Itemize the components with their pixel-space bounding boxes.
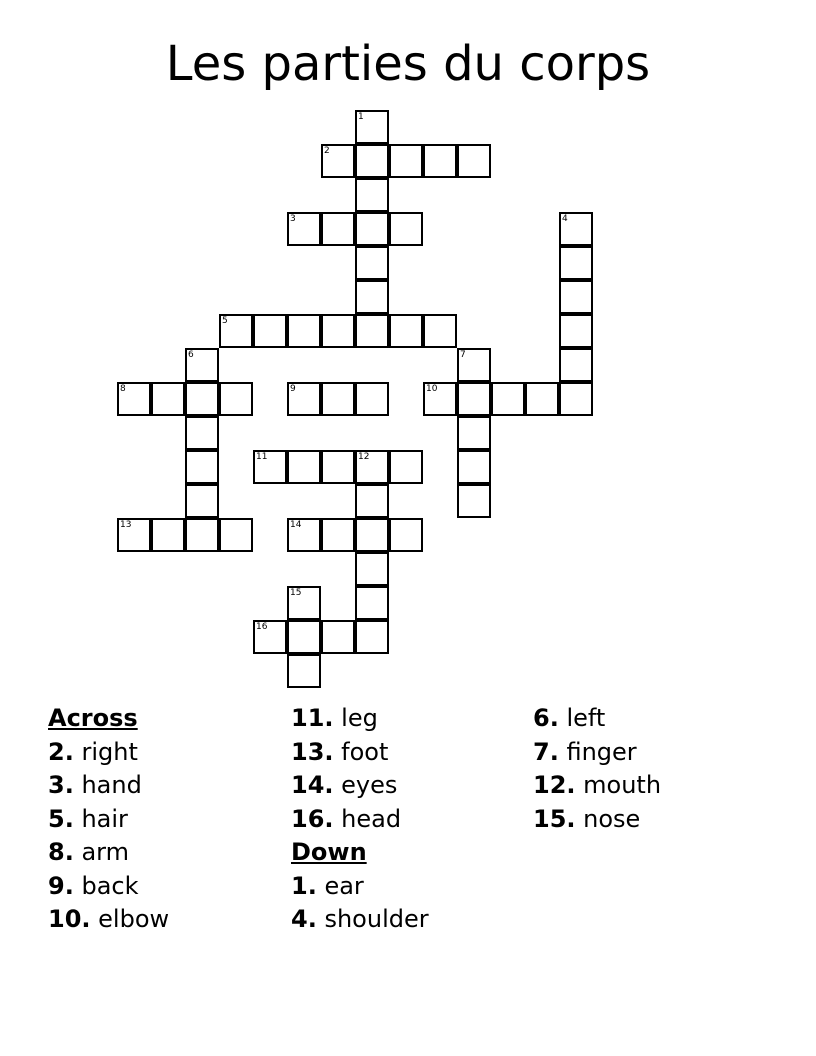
clue-heading-text: Down [291,838,367,866]
clue-item [533,769,661,803]
crossword-cell[interactable] [151,382,185,416]
crossword-cell[interactable] [219,382,253,416]
clue-item-number: 11. [291,704,334,732]
clue-item [48,903,169,937]
clue-item-text: right [73,737,138,766]
clue-item [291,702,429,736]
crossword-cell[interactable] [185,484,219,518]
crossword-cell[interactable] [321,144,355,178]
crossword-cell[interactable] [525,382,559,416]
clue-item-text: hand [73,771,142,799]
crossword-cell[interactable] [389,144,423,178]
crossword-cell[interactable] [355,314,389,348]
clue-item [291,803,429,837]
crossword-cell[interactable] [355,382,389,416]
clue-item [291,870,429,904]
clue-heading-text: Across [48,704,138,732]
crossword-cell[interactable] [423,314,457,348]
crossword-cell[interactable] [151,518,185,552]
crossword-cell[interactable] [185,382,219,416]
crossword-cell[interactable] [423,382,457,416]
clue-item-text: shoulder [316,905,429,933]
crossword-cell[interactable] [559,212,593,246]
clue-item-text: arm [73,838,129,866]
clue-number: 12 [358,452,370,462]
clue-item-number: 12. [533,771,576,799]
clue-heading [291,836,429,870]
clue-item-number: 2. [48,737,74,766]
clue-item-text: head [333,804,402,833]
clue-number: 16 [256,622,268,632]
crossword-cell[interactable] [287,518,321,552]
crossword-cell[interactable] [253,314,287,348]
clue-heading [48,702,169,736]
clue-item-number: 5. [48,804,74,833]
clue-number: 11 [256,452,268,462]
clue-item-number: 15. [533,804,576,833]
clue-item-number: 16. [291,804,334,833]
crossword-cell[interactable] [321,518,355,552]
clue-item-number: 9. [48,871,74,900]
crossword-cell[interactable] [355,212,389,246]
clue-item [48,870,169,904]
crossword-cell[interactable] [355,280,389,314]
crossword-cell[interactable] [355,246,389,280]
clue-number: 9 [290,384,296,394]
crossword-cell[interactable] [287,654,321,688]
clue-column-2 [291,702,429,937]
crossword-cell[interactable] [355,110,389,144]
clue-item-text: leg [333,704,378,732]
clue-number: 13 [120,520,132,530]
clue-number: 4 [562,214,568,224]
clue-item [533,736,661,770]
clue-number: 3 [290,214,296,224]
crossword-cell[interactable] [253,620,287,654]
crossword-cell[interactable] [355,620,389,654]
crossword-cell[interactable] [287,450,321,484]
clue-number: 15 [290,588,302,598]
crossword-cell[interactable] [287,586,321,620]
clue-item-number: 10. [48,905,91,933]
crossword-cell[interactable] [457,450,491,484]
clue-number: 10 [426,384,438,394]
crossword-cell[interactable] [355,178,389,212]
crossword-cell[interactable] [321,382,355,416]
clue-number: 2 [324,146,330,156]
clue-item [533,702,661,736]
crossword-cell[interactable] [355,484,389,518]
crossword-cell[interactable] [423,144,457,178]
clue-item-number: 8. [48,838,74,866]
clue-item-number: 1. [291,871,317,900]
clue-number: 8 [120,384,126,394]
crossword-cell[interactable] [321,212,355,246]
clue-item-text: back [73,871,139,900]
clue-item-text: left [558,704,606,732]
clue-item-number: 14. [291,771,334,799]
clue-item-text: elbow [90,905,170,933]
crossword-cell[interactable] [287,620,321,654]
crossword-cell[interactable] [117,382,151,416]
crossword-cell[interactable] [219,518,253,552]
crossword-cell[interactable] [185,450,219,484]
clue-item-text: foot [333,737,389,766]
clue-number: 14 [290,520,302,530]
crossword-cell[interactable] [559,348,593,382]
clue-item-text: mouth [575,771,662,799]
clue-item-text: eyes [333,771,398,799]
clue-number: 5 [222,316,228,326]
crossword-cell[interactable] [253,450,287,484]
crossword-cell[interactable] [185,348,219,382]
crossword-cell[interactable] [559,280,593,314]
crossword-cell[interactable] [219,314,253,348]
crossword-cell[interactable] [457,416,491,450]
clue-column-3 [533,702,661,836]
clue-number: 7 [460,350,466,360]
clue-item [533,803,661,837]
clue-item [291,903,429,937]
crossword-cell[interactable] [389,450,423,484]
page-title: Les parties du corps [165,36,651,92]
clue-column-1 [48,702,169,937]
clue-item-number: 6. [533,704,559,732]
clue-item-number: 7. [533,737,559,766]
clue-item-number: 13. [291,737,334,766]
crossword-cell[interactable] [389,314,423,348]
clue-item-text: ear [316,871,364,900]
crossword-cell[interactable] [355,552,389,586]
crossword-cell[interactable] [457,382,491,416]
crossword-cell[interactable] [457,484,491,518]
crossword-cell[interactable] [559,246,593,280]
crossword-cell[interactable] [457,348,491,382]
clue-item-text: nose [575,804,641,833]
crossword-cell[interactable] [355,518,389,552]
crossword-cell[interactable] [389,212,423,246]
clue-item [48,836,169,870]
crossword-cell[interactable] [185,416,219,450]
crossword-cell[interactable] [559,314,593,348]
clue-number: 1 [358,112,364,122]
clue-item-text: finger [558,737,637,766]
crossword-cell[interactable] [559,382,593,416]
clue-number: 6 [188,350,194,360]
clue-item [291,736,429,770]
crossword-cell[interactable] [287,382,321,416]
crossword-cell[interactable] [321,450,355,484]
crossword-cell[interactable] [457,144,491,178]
crossword-cell[interactable] [321,314,355,348]
clue-item-number: 3. [48,771,74,799]
crossword-cell[interactable] [355,144,389,178]
crossword-cell[interactable] [491,382,525,416]
clue-item [48,769,169,803]
crossword-cell[interactable] [321,620,355,654]
crossword-cell[interactable] [287,314,321,348]
clue-item [48,803,169,837]
crossword-cell[interactable] [287,212,321,246]
crossword-cell[interactable] [355,586,389,620]
clue-item-number: 4. [291,905,317,933]
clue-item [48,736,169,770]
clue-item [291,769,429,803]
clue-item-text: hair [73,804,128,833]
crossword-cell[interactable] [355,450,389,484]
crossword-cell[interactable] [185,518,219,552]
crossword-cell[interactable] [389,518,423,552]
crossword-cell[interactable] [117,518,151,552]
